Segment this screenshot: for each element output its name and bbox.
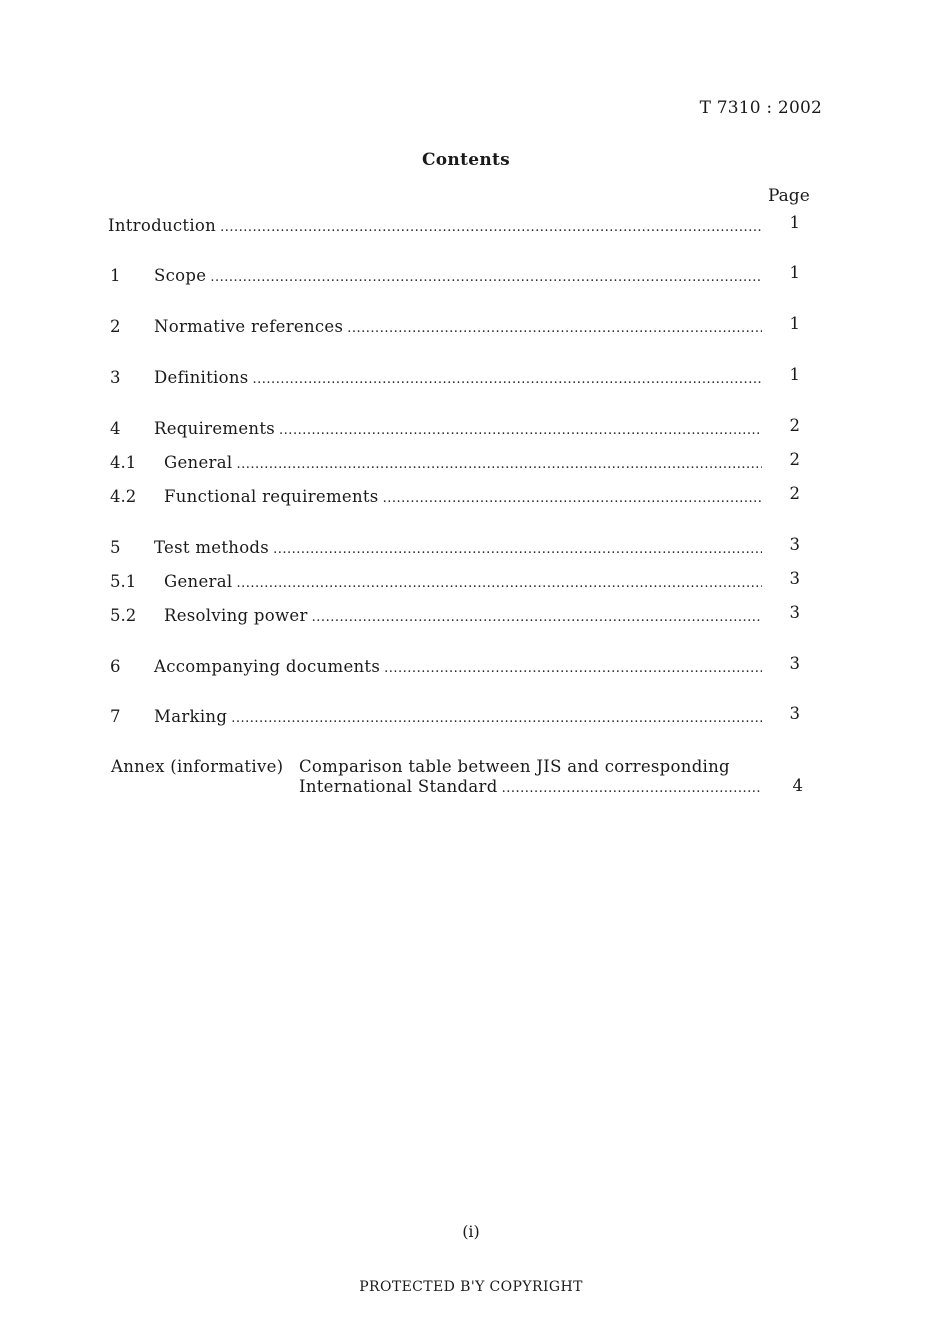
copyright-notice: PROTECTED B'Y COPYRIGHT [359,1279,583,1295]
toc-entry-accompanying-documents[interactable] [108,654,828,681]
dot-leader [210,270,762,285]
toc-entry-title: Marking [154,707,228,726]
dot-leader [383,491,762,506]
toc-entry-scope[interactable] [108,263,828,290]
toc-entry-page: 2 [789,450,800,469]
toc-entry-title: General [164,572,233,591]
dot-leader [236,457,762,472]
toc-entry-page: 3 [789,569,800,588]
page-number: (i) [462,1222,480,1241]
annex-title-line2: International Standard [299,777,498,796]
toc-entry-title: Scope [154,266,207,285]
dot-leader [347,321,762,336]
toc-entry-title: Functional requirements [164,487,379,506]
toc-entry-definitions[interactable] [108,365,828,392]
toc-entry-number: 4 [110,419,121,438]
toc-entry-introduction[interactable] [108,213,828,240]
dot-leader [231,711,762,726]
toc-entry-title: Resolving power [164,606,308,625]
toc-entry-title: Requirements [154,419,276,438]
toc-entry-resolving-power[interactable] [108,603,828,630]
toc-entry-normative-references[interactable] [108,314,828,341]
page-column-header: Page [768,186,810,206]
toc-entry-title: Normative references [154,317,344,336]
annex-label: Annex (informative) [111,757,284,776]
toc-entry-page: 2 [789,416,800,435]
toc-entry-number: 1 [110,266,121,285]
toc-entry-number: 5.2 [110,606,137,625]
toc-entry-number: 4.1 [110,453,137,472]
dot-leader [279,423,762,438]
dot-leader [273,542,762,557]
toc-entry-functional-requirements[interactable] [108,484,828,511]
toc-entry-title: Accompanying documents [154,657,381,676]
dot-leader [236,576,762,591]
toc-entry-page: 3 [789,704,800,723]
contents-title: Contents [421,150,511,170]
toc-entry-number: 2 [110,317,121,336]
toc-entry-number: 5.1 [110,572,137,591]
dot-leader [502,781,762,796]
toc-entry-title: Test methods [154,538,270,557]
toc-entry-page: 3 [789,535,800,554]
document-id: T 7310 : 2002 [699,98,822,118]
toc-entry-page: 1 [789,365,800,384]
toc-entry-title: Definitions [154,368,249,387]
toc-entry-title: Introduction [108,216,217,235]
dot-leader [312,610,762,625]
toc-entry-test-methods-general[interactable] [108,569,828,596]
toc-entry-page: 2 [789,484,800,503]
toc-entry-page: 1 [789,213,800,232]
annex-title-line1: Comparison table between JIS and corresponding [299,757,730,776]
toc-entry-marking[interactable] [108,704,828,731]
toc-entry-number: 5 [110,538,121,557]
dot-leader [253,372,762,387]
toc-entry-page: 1 [789,314,800,333]
toc-entry-number: 3 [110,368,121,387]
dot-leader [220,220,762,235]
toc-entry-number: 7 [110,707,121,726]
dot-leader [384,661,762,676]
toc-entry-page: 3 [789,654,800,673]
toc-entry-title: General [164,453,233,472]
toc-entry-number: 4.2 [110,487,137,506]
toc-entry-test-methods[interactable] [108,535,828,562]
toc-entry-page: 3 [789,603,800,622]
toc-entry-requirements[interactable] [108,416,828,443]
toc-entry-requirements-general[interactable] [108,450,828,477]
toc-entry-number: 6 [110,657,121,676]
annex-page: 4 [792,776,803,795]
toc-entry-page: 1 [789,263,800,282]
